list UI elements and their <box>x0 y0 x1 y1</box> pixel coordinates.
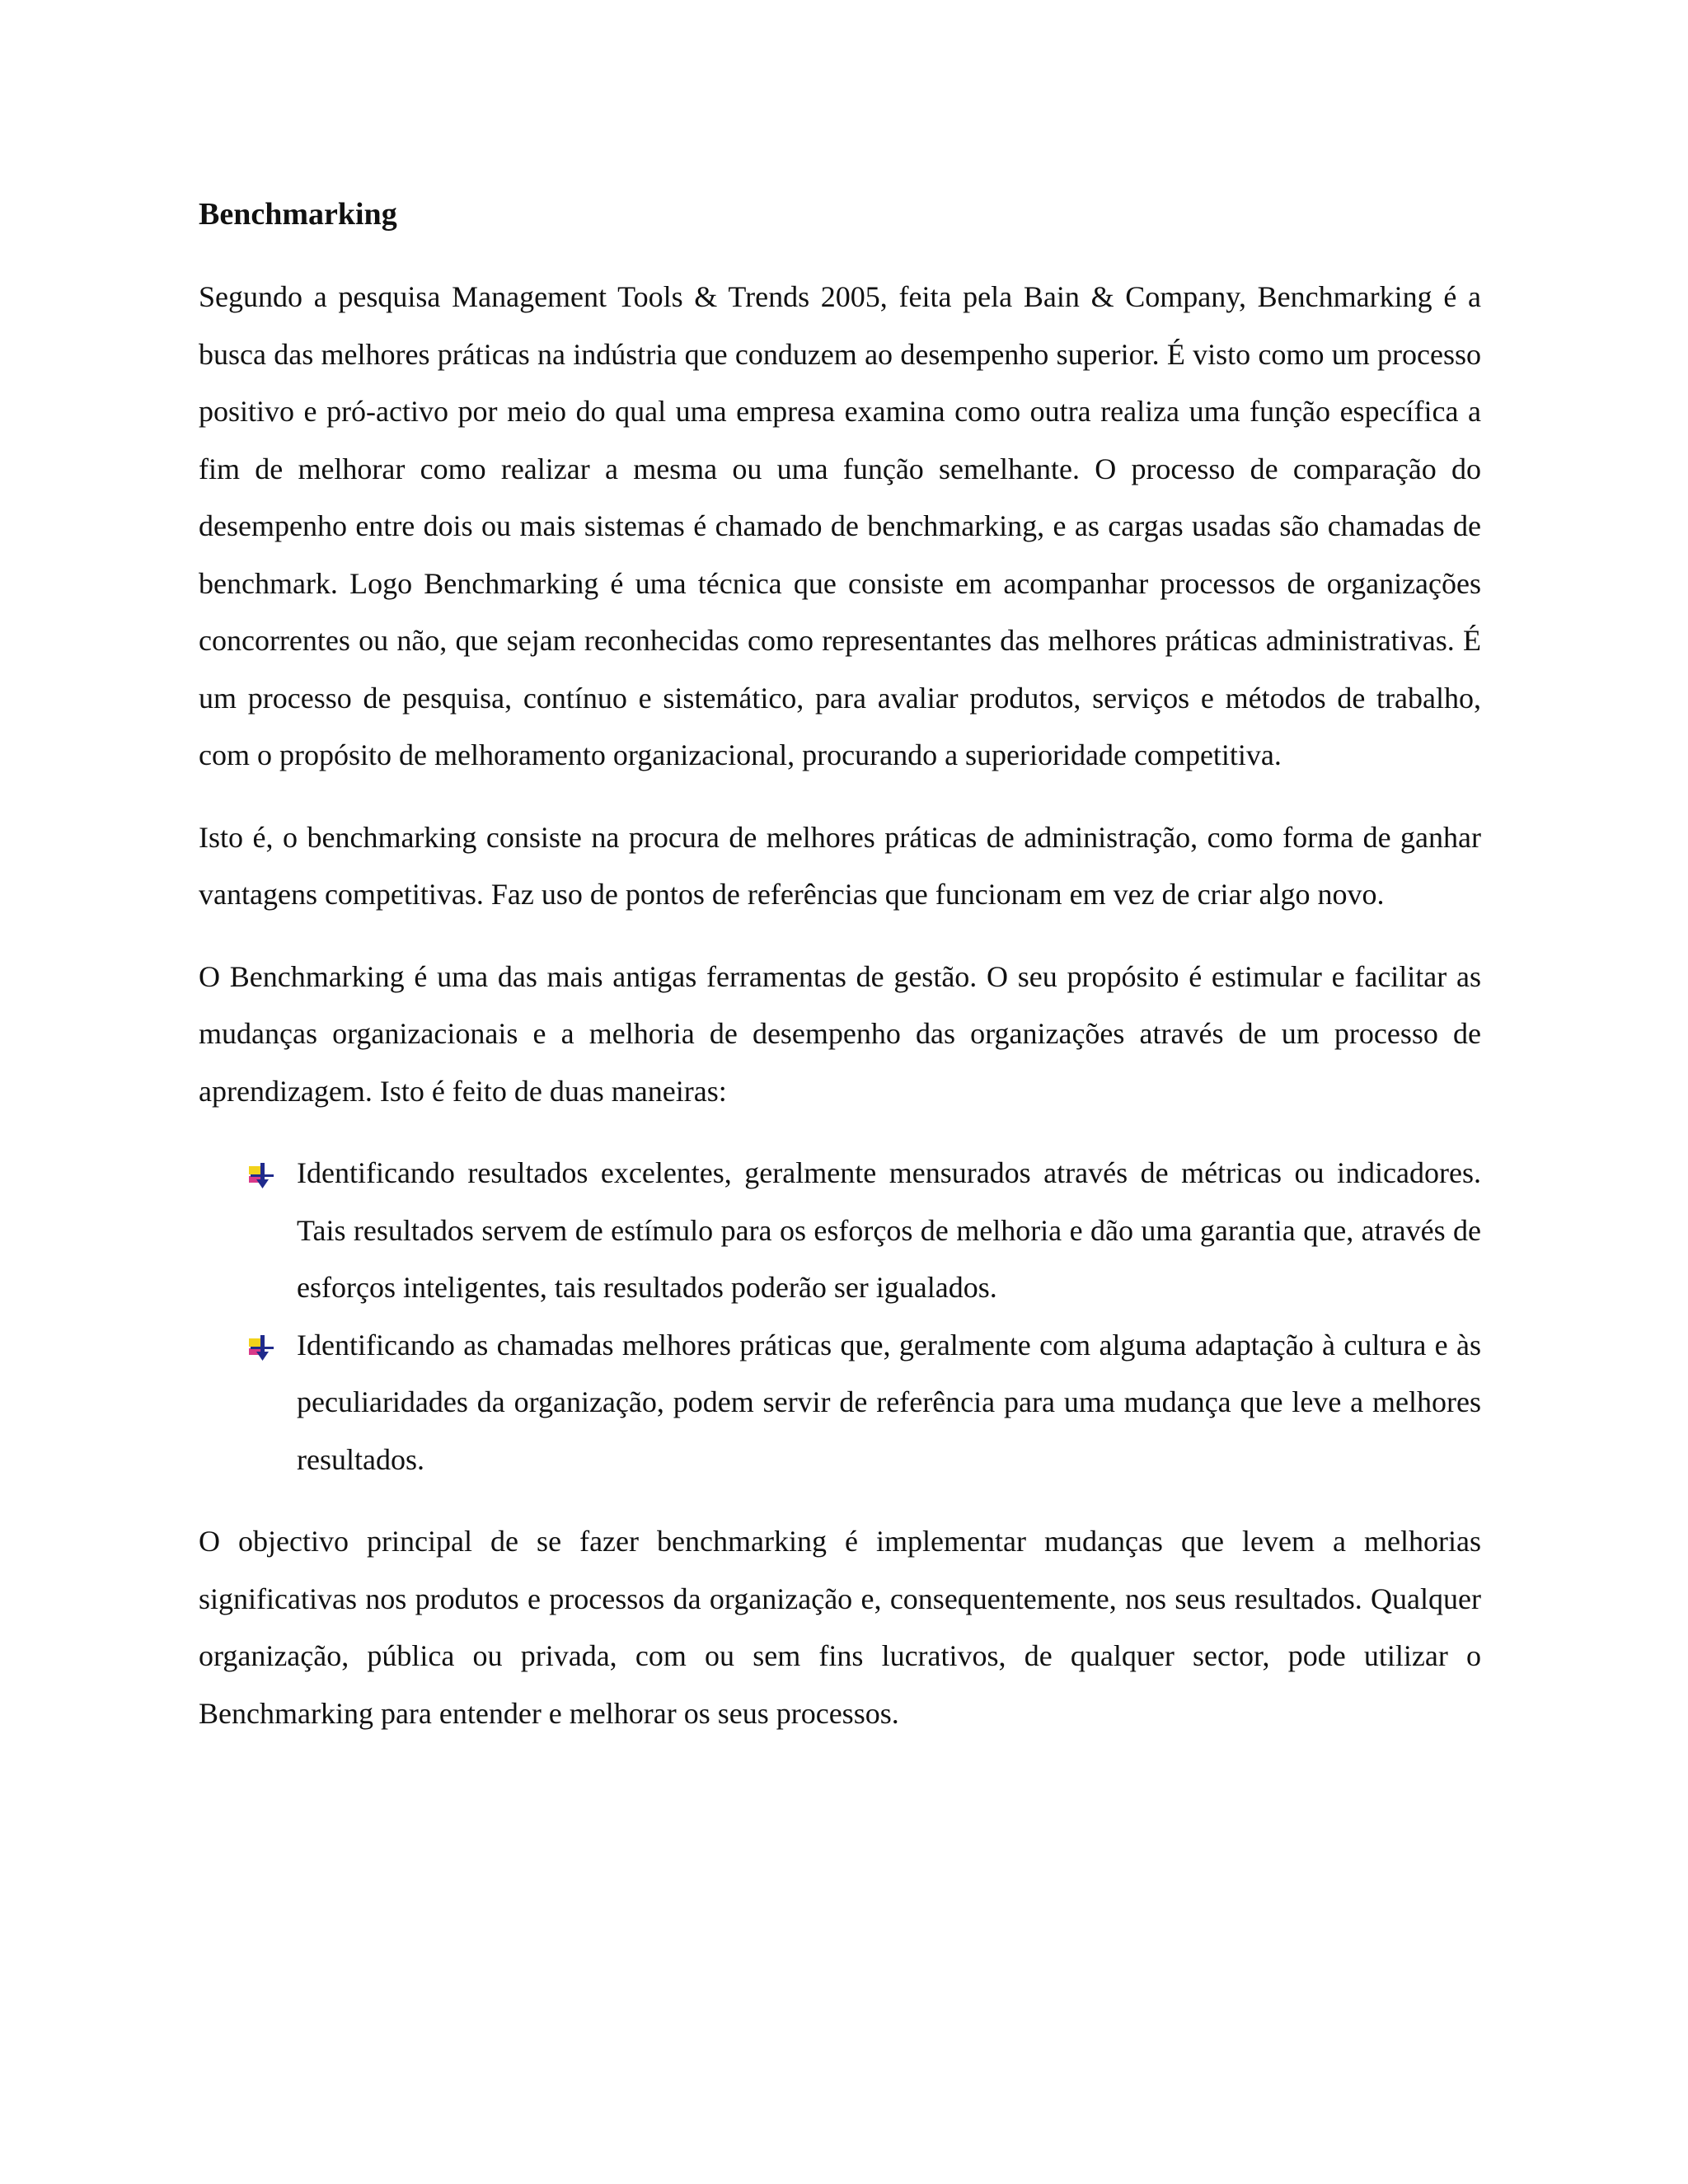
bullet-item <box>297 1145 1481 1317</box>
bullet-item <box>297 1317 1481 1489</box>
document-title: Benchmarking <box>199 197 397 232</box>
paragraph-purpose: O Benchmarking é uma das mais antigas ferramentas de gestão. O seu propósito é estimular e facilitar as mudanças organizacionais e a melhoria de desempenho das organizações através de um processo de aprendizagem. Isto é feito de duas maneiras: <box>199 959 1481 1108</box>
arrow-down-bullet-icon <box>247 1161 277 1191</box>
paragraph-objective: O objectivo principal de se fazer benchmarking é implementar mudanças que levem a melhorias significativas nos produtos e processos da organização e, consequentemente, nos seus resultados. Qualquer organização, pública ou privada, com ou sem fins lucrativos, de qualquer sector, pode utilizar o Benchmarking para entender e melhorar os seus processos. <box>199 1525 1481 1730</box>
paragraph-explanation: Isto é, o benchmarking consiste na procura de melhores práticas de administração, como forma de ganhar vantagens competitivas. Faz uso de pontos de referências que funcionam em vez de criar algo novo. <box>199 820 1481 911</box>
bullet-text: Identificando as chamadas melhores práticas que, geralmente com alguma adaptação à cultura e às peculiaridades da organização, podem servir de referência para uma mudança que leve a melhores resultados. <box>297 1328 1481 1476</box>
document-content <box>199 191 1481 1767</box>
bullet-text: Identificando resultados excelentes, geralmente mensurados através de métricas ou indicadores. Tais resultados servem de estímulo para os esforços de melhoria e dão uma garantia que, através de esforços inteligentes, tais resultados poderão ser igualados. <box>297 1156 1481 1304</box>
paragraph-definition: Segundo a pesquisa Management Tools & Trends 2005, feita pela Bain & Company, Benchmarking é a busca das melhores práticas na indústria que conduzem ao desempenho superior. É visto como um processo positivo e pró-activo por meio do qual uma empresa examina como outra realiza uma função específica a fim de melhorar como realizar a mesma ou uma função semelhante. O processo de comparação do desempenho entre dois ou mais sistemas é chamado de benchmarking, e as cargas usadas são chamadas de benchmark. Logo Benchmarking é uma técnica que consiste em acompanhar processos de organizações concorrentes ou não, que sejam reconhecidas como representantes das melhores práticas administrativas. É um processo de pesquisa, contínuo e sistemático, para avaliar produtos, serviços e métodos de trabalho, com o propósito de melhoramento organizacional, procurando a superioridade competitiva. <box>199 280 1481 771</box>
arrow-down-bullet-icon <box>247 1333 277 1363</box>
bullet-list <box>199 1145 1481 1488</box>
